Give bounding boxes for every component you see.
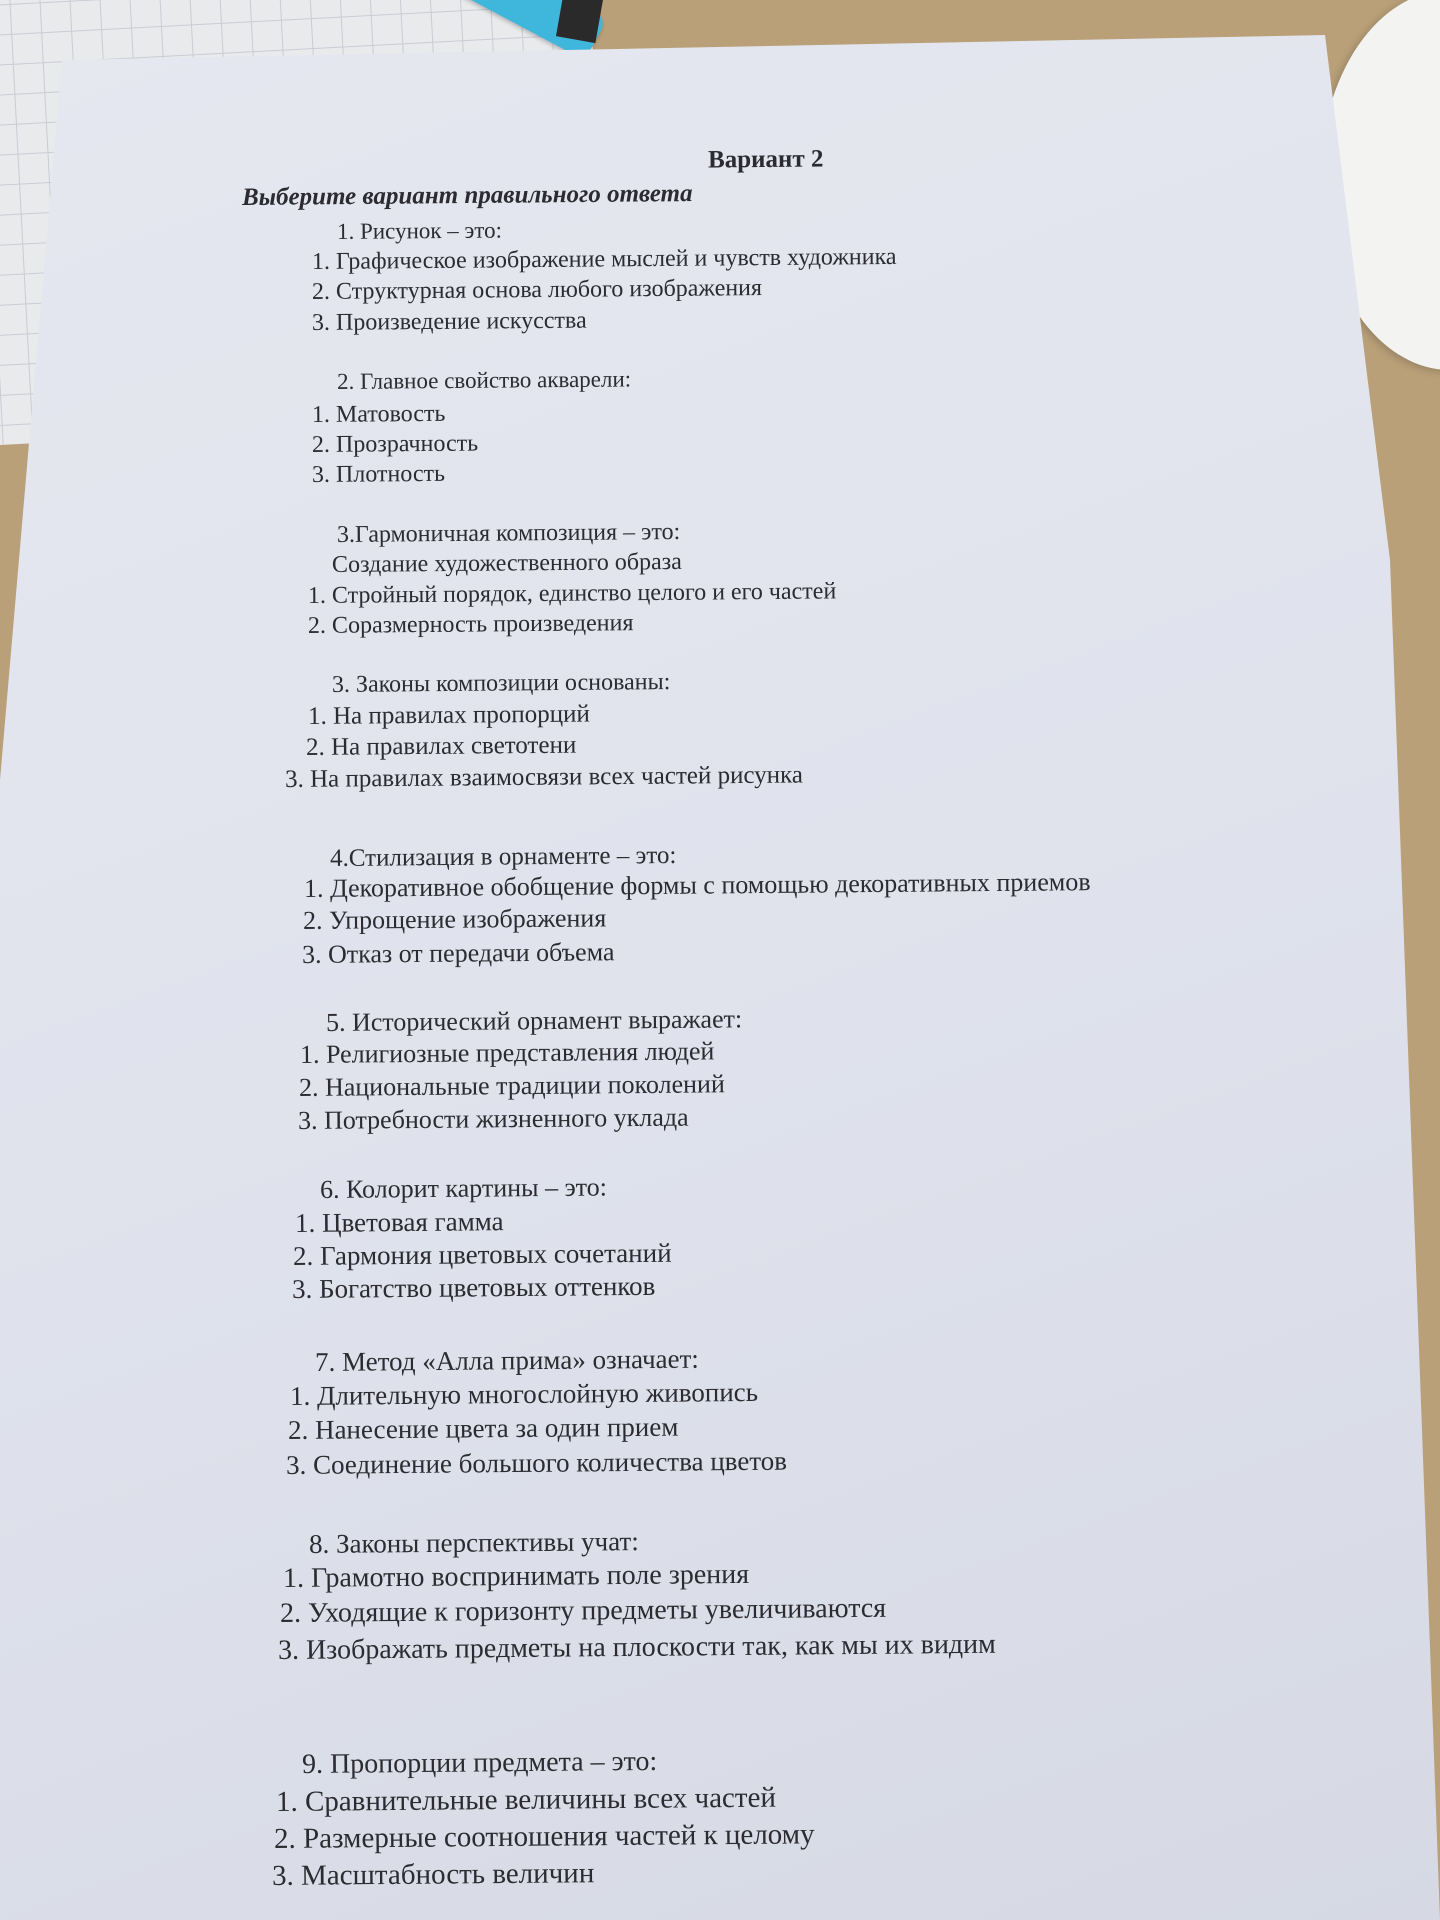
answer-option: 2. Размерные соотношения частей к целому xyxy=(273,1818,815,1855)
answer-option: 1. Сравнительные величины всех частей xyxy=(275,1781,777,1818)
answer-option: 1. Графическое изображение мыслей и чувств художника xyxy=(311,243,897,275)
answer-option: 3. Потребности жизненного уклада xyxy=(297,1102,689,1135)
question-label: 3. Законы композиции основаны: xyxy=(331,669,671,698)
answer-option: 3. Плотность xyxy=(311,460,446,488)
answer-option: Создание художественного образа xyxy=(331,548,682,578)
answer-option: 1. Религиозные представления людей xyxy=(299,1036,715,1069)
answer-option: 1. Цветовая гамма xyxy=(294,1206,504,1238)
answer-option: 2. Соразмерность произведения xyxy=(307,610,634,639)
question-label: 3.Гармоничная композиция – это: xyxy=(336,519,681,548)
answer-option: 2. Гармония цветовых сочетаний xyxy=(292,1237,672,1271)
answer-option: 2. Национальные традиции поколений xyxy=(298,1069,725,1102)
answer-option: 1. Матовость xyxy=(311,400,446,428)
answer-option: 3. Богатство цветовых оттенков xyxy=(291,1270,656,1304)
answer-option: 1. На правилах пропорций xyxy=(307,700,590,730)
answer-option: 1. Декоративное обобщение формы с помощью декоративных приемов xyxy=(303,867,1091,903)
answer-option: 2. Уходящие к горизонту предметы увеличиваются xyxy=(279,1592,887,1629)
question-label: 5. Исторический орнамент выражает: xyxy=(325,1004,743,1037)
answer-option: 2. Нанесение цвета за один прием xyxy=(287,1411,679,1445)
page-title: Вариант 2 xyxy=(707,145,824,174)
question-label: 7. Метод «Алла прима» означает: xyxy=(314,1343,699,1377)
answer-option: 3. Произведение искусства xyxy=(311,307,587,336)
answer-option: 3. Соединение большого количества цветов xyxy=(285,1445,788,1480)
answer-option: 3. На правилах взаимосвязи всех частей рисунка xyxy=(284,761,804,793)
instruction: Выберите вариант правильного ответа xyxy=(241,180,693,211)
question-label: 8. Законы перспективы учат: xyxy=(308,1526,639,1559)
answer-option: 1. Длительную многослойную живопись xyxy=(289,1376,759,1411)
answer-option: 3. Отказ от передачи объема xyxy=(301,937,615,969)
question-label: 6. Колорит картины – это: xyxy=(319,1172,608,1204)
question-label: 4.Стилизация в орнаменте – это: xyxy=(329,841,677,872)
question-label: 9. Пропорции предмета – это: xyxy=(301,1745,658,1780)
question-label: 2. Главное свойство акварели: xyxy=(336,366,632,394)
answer-option: 2. Прозрачность xyxy=(311,430,479,458)
answer-option: 2. На правилах светотени xyxy=(305,731,577,761)
answer-option: 3. Изображать предметы на плоскости так, как мы их видим xyxy=(277,1628,996,1666)
answer-option: 1. Стройный порядок, единство целого и его частей xyxy=(307,578,837,609)
answer-option: 2. Упрощение изображения xyxy=(302,903,607,935)
question-label: 1. Рисунок – это: xyxy=(336,217,503,244)
answer-option: 1. Грамотно воспринимать поле зрения xyxy=(282,1558,750,1594)
answer-option: 2. Структурная основа любого изображения xyxy=(311,275,763,305)
answer-option: 3. Масштабность величин xyxy=(271,1857,595,1892)
